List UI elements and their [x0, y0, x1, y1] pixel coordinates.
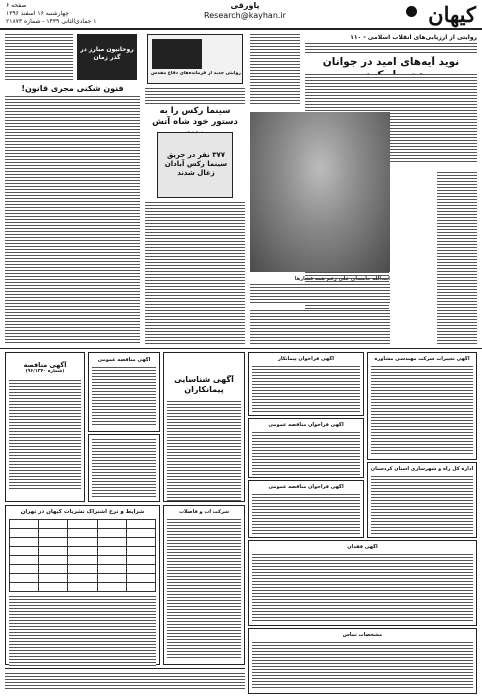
ad-public-tender-1-title: آگهی فراخوان مناقصه عمومی — [268, 422, 344, 428]
ad-subscription-title: شرایط و نرخ اشتراک نشریات کیهان در تهران — [20, 509, 145, 515]
ad-contact-title: مشخصات تماس — [342, 632, 383, 638]
section-title: پاورقی — [230, 1, 260, 10]
ad-loss-notice-title: آگهی فقدان — [347, 544, 378, 550]
issue-date: چهارشنبه ۱۶ اسفند ۱۳۹۶ — [6, 10, 69, 17]
left-lead — [5, 34, 73, 80]
ad-tender-2[interactable] — [88, 352, 160, 432]
ad-contractors-title: آگهی شناسایی پیمانکاران — [174, 375, 234, 394]
ad-water-company-body — [167, 519, 241, 659]
page-header — [0, 0, 482, 30]
article-lead — [305, 43, 477, 55]
newspaper-logo: کیهان — [404, 2, 476, 28]
ad-roads-office[interactable] — [367, 462, 477, 538]
section-header — [170, 1, 320, 21]
center-book-cover — [152, 39, 202, 69]
article-left — [5, 34, 140, 344]
ad-roads-office-body — [371, 476, 473, 534]
logo-dot-icon — [406, 6, 417, 17]
ad-contractors-body — [167, 401, 241, 501]
article-kicker: روایتی از ارزیابی‌های انقلاب اسلامی - ۱۱۰ — [350, 34, 477, 41]
center-book-box — [147, 34, 243, 84]
ad-water-company[interactable] — [163, 505, 245, 665]
ad-public-tender-2-title: آگهی فراخوان مناقصه عمومی — [268, 484, 344, 490]
left-book-title: روحانیون مبارز در گذر زمان — [80, 46, 134, 61]
center-body — [145, 202, 245, 344]
article-photo-col-bottom — [250, 310, 390, 344]
ad-tender-1-sub: (شماره ۹۶/۱۳۴۰) — [25, 369, 65, 374]
ad-roads-office-title: اداره کل راه و شهرسازی استان کردستان — [370, 466, 474, 472]
article-center — [145, 34, 245, 344]
ads-divider — [0, 348, 482, 349]
ad-company-change[interactable] — [367, 352, 477, 460]
ad-contractor-call-body — [252, 366, 360, 414]
center-box-title: روایتی جدید از فرمانده‌های دفاع مقدس — [151, 71, 241, 76]
ad-water-company-title: شرکت آب‌ و فاضلاب — [178, 509, 230, 515]
ad-subscription[interactable] — [5, 505, 160, 665]
center-title: سینما رکس را به دستور خود شاه آتش — [152, 106, 238, 127]
ad-public-tender-1-body — [252, 432, 360, 476]
ad-tender-1[interactable] — [5, 352, 85, 502]
article-title: نوید آیه‌های امید در جوانان — [322, 56, 460, 68]
ad-tender-1-body — [9, 380, 81, 490]
issue-info — [6, 2, 146, 26]
section-email[interactable]: Research@kayhan.ir — [204, 11, 286, 20]
ad-loss-notice[interactable] — [248, 540, 477, 626]
center-book-image — [157, 132, 233, 198]
ad-subscription-body — [9, 596, 156, 666]
ad-contractors[interactable] — [163, 352, 245, 502]
photo-caption — [250, 276, 390, 306]
portrait-photo-large — [250, 112, 390, 272]
page-footer-lines — [5, 673, 245, 691]
article-right-col — [437, 172, 477, 344]
left-title: فنون شکنی مجری قانون! — [21, 84, 124, 93]
issue-number: ۱ جمادی‌الثانی ۱۴۳۹ - شماره ۲۱۸۷۳ — [6, 18, 97, 25]
ad-subscription-table — [9, 519, 156, 592]
ad-company-change-title: آگهی تغییرات شرکت مهندسی مشاوره — [374, 356, 470, 362]
ad-tender-2-title: آگهی مناقصه عمومی — [97, 357, 151, 363]
center-book-headline: ۳۷۷ نفر در حریق سینما رکس آبادان زغال شدند — [164, 151, 228, 177]
photo-caption-text: آیت‌الله خامنه‌ای علی رغم همه فشارها — [294, 276, 390, 282]
ad-contractor-call[interactable] — [248, 352, 364, 416]
ad-contact-body — [252, 642, 473, 690]
ad-tender-2-body — [92, 367, 156, 427]
ad-public-tender-2[interactable] — [248, 480, 364, 538]
ad-tender-1-title: آگهی مناقصه — [23, 361, 67, 369]
photo-caption-lines — [250, 284, 390, 304]
page-footer — [5, 668, 245, 694]
ad-misc-left-body — [92, 439, 156, 497]
left-book-cover — [77, 34, 137, 80]
ad-loss-notice-body — [252, 554, 473, 622]
ad-contact[interactable] — [248, 628, 477, 694]
left-body — [5, 96, 140, 344]
subscription-grid — [9, 519, 156, 592]
page-number: صفحه ۶ — [6, 2, 27, 9]
ad-misc-left[interactable] — [88, 434, 160, 502]
ad-company-change-body — [371, 366, 473, 456]
photo-col-text-top — [250, 34, 300, 104]
ad-contractor-call-title: آگهی فراخوان پیمانکار — [278, 356, 334, 362]
ad-public-tender-1[interactable] — [248, 418, 364, 478]
ad-public-tender-2-body — [252, 494, 360, 536]
center-lead — [145, 88, 245, 104]
